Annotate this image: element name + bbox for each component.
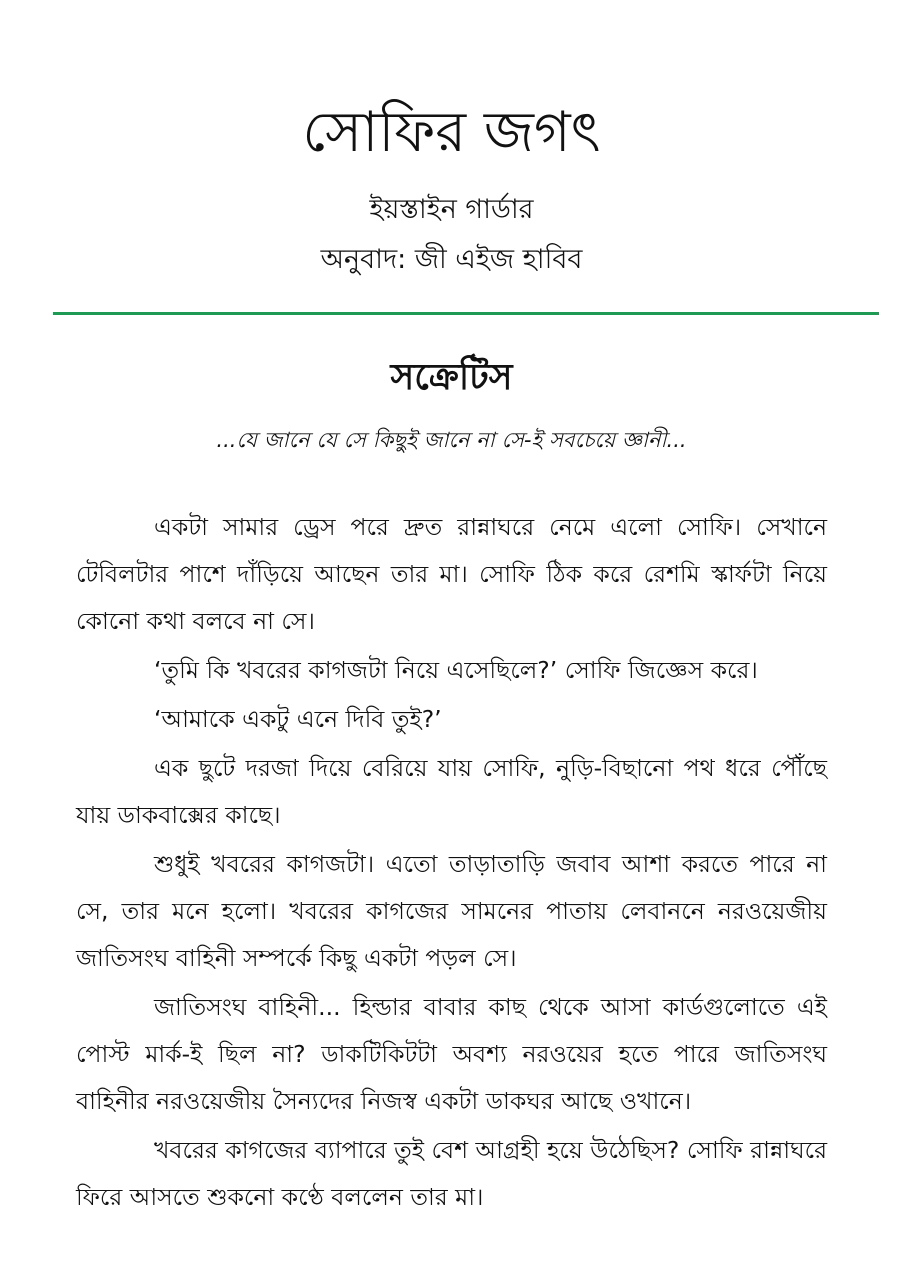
book-title: সোফির জগৎ bbox=[302, 100, 601, 165]
paragraph: খবরের কাগজের ব্যাপারে তুই বেশ আগ্রহী হয়ে উঠেছিস? সোফি রান্নাঘরে ফিরে আসতে শুকনো কণ্ঠে বললেন তার মা। bbox=[76, 1136, 827, 1211]
chapter-epigraph: ...যে জানে যে সে কিছুই জানে না সে-ই সবচেয়ে জ্ঞানী... bbox=[216, 428, 687, 452]
paragraph: একটা সামার ড্রেস পরে দ্রুত রান্নাঘরে নেমে এলো সোফি। সেখানে টেবিলটার পাশে দাঁড়িয়ে আছেন তার মা। সোফি ঠিক করে রেশমি স্কার্ফটা নিয়ে কোনো কথা বলবে না সে। bbox=[76, 513, 827, 635]
header-divider bbox=[53, 312, 879, 315]
paragraph: জাতিসংঘ বাহিনী... হিল্ডার বাবার কাছ থেকে আসা কার্ডগুলোতে এই পোস্ট মার্ক-ই ছিল না? ডাকটিকিটটা অবশ্য নরওয়ের হতে পারে জাতিসংঘ বাহিনীর নরওয়েজীয় সৈন্যদের নিজস্ব একটা ডাকঘর আছে ওখানে। bbox=[76, 993, 827, 1115]
paragraph: ‘আমাকে একটু এনে দিবি তুই?’ bbox=[154, 705, 442, 733]
paragraph: ‘তুমি কি খবরের কাগজটা নিয়ে এসেছিলে?’ সোফি জিজ্ঞেস করে। bbox=[154, 656, 758, 684]
translator-credit: অনুবাদ: জী এইজ হাবিব bbox=[320, 244, 583, 275]
paragraph: এক ছুটে দরজা দিয়ে বেরিয়ে যায় সোফি, নুড়ি-বিছানো পথ ধরে পৌঁছে যায় ডাকবাক্সের কাছে। bbox=[76, 754, 827, 829]
paragraph: শুধুই খবরের কাগজটা। এতো তাড়াতাড়ি জবাব আশা করতে পারে না সে, তার মনে হলো। খবরের কাগজের সামনের পাতায় লেবাননে নরওয়েজীয় জাতিসংঘ বাহিনী সম্পর্কে কিছু একটা পড়ল সে। bbox=[76, 850, 827, 972]
chapter-title: সক্রেটিস bbox=[390, 357, 513, 398]
author-name: ইয়স্তাইন গার্ডার bbox=[369, 194, 534, 225]
chapter-body bbox=[76, 504, 827, 1223]
